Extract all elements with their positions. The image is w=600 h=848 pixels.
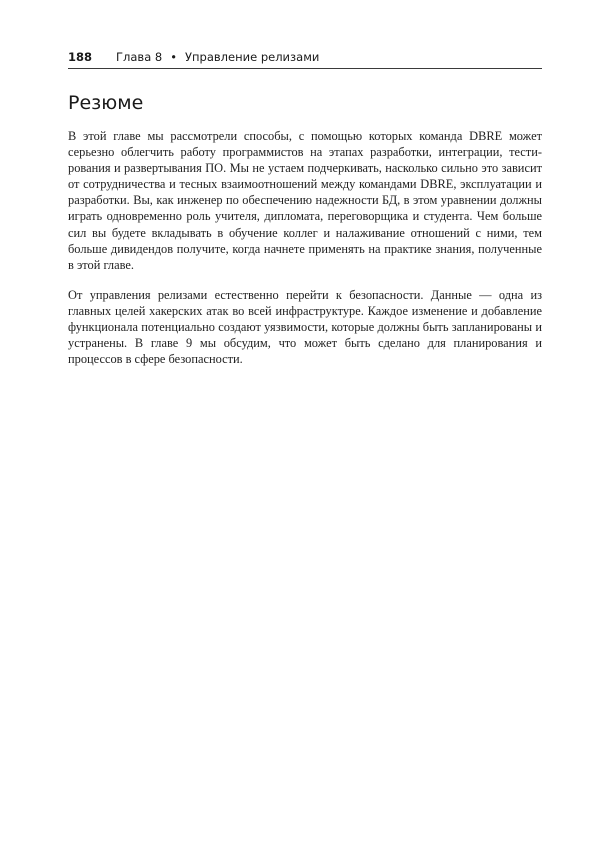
page-number: 188 <box>68 50 93 64</box>
paragraph-summary: В этой главе мы рассмотрели способы, с помощью которых команда DBRE может серьезно облегчить работу программистов на этапах разработки, интеграции, тестирования и развертывания ПО. Мы не устаем подчеркивать, насколько сильно это зависит от сотрудничества и тесных взаимоотношений между командами DBRE, эксплуатации и разработки. Вы, как инженер по обеспечению надежности БД, в этом уравнении должны играть одновременно роль учителя, дипломата, переговорщика и студента. Чем больше сил вы будете вкладывать в обучение коллег и налаживание отношений с ними, тем больше дивидендов получите, когда начнете применять на практике знания, полученные в этой главе. <box>68 129 542 272</box>
section-heading: Резюме <box>68 92 144 114</box>
header-rule <box>68 68 542 69</box>
header-bullet: • <box>170 50 178 64</box>
paragraph-next-chapter: От управления релизами естественно перейти к безопасности. Данные — одна из главных целей хакерских атак во всей инфраструктуре. Каждое изменение и добавление функционала потенциально создают уязвимости, которые должны быть запланированы и устранены. В главе 9 мы обсудим, что может быть сделано для планирования и процессов в сфере безопасности. <box>68 287 542 367</box>
chapter-title: Управление релизами <box>185 50 320 64</box>
body-text <box>68 128 542 381</box>
running-header <box>68 50 542 68</box>
chapter-label: Глава 8 <box>116 50 163 64</box>
